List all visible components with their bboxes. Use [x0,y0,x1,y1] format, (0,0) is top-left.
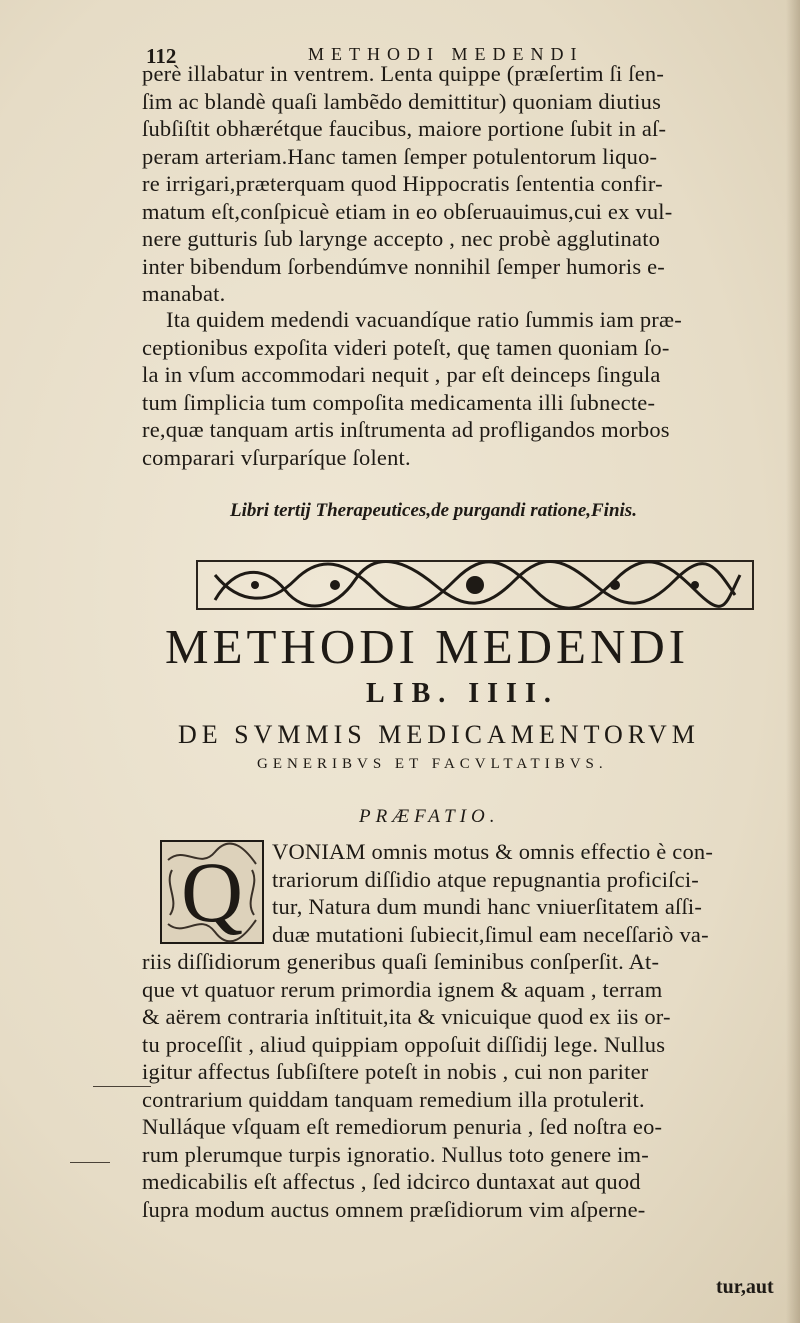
margin-annotation-line [70,1162,110,1163]
text-line: igitur affectus ſubſiſtere poteſt in nobis , cui non pariter [142,1059,649,1084]
preface-text [142,838,782,1223]
text-line: Nulláque vſquam eſt remediorum penuria , ſed noſtra eo- [142,1114,663,1139]
text-line: riis diſſidiorum generibus quaſi ſeminibus conſperſit. At- [142,949,660,974]
text-line: contrarium quiddam tanquam remedium illa protulerit. [142,1086,645,1112]
book-title: METHODI MEDENDI [165,619,690,674]
text-line: Ita quidem medendi vacuandíque ratio ſummis iam præ- [166,307,682,332]
text-line: & aërem contraria inſtituit,ita & vnicuique quod ex iis or- [142,1004,671,1029]
text-line: tum ſimplicia tum compoſita medicamenta illi ſubnecte- [142,389,656,415]
text-line: matum eſt,conſpicuè etiam in eo obſeruauimus,cui ex vul- [142,198,673,224]
drop-cap-letter: Q [180,844,244,940]
running-title: METHODI MEDENDI [308,44,584,64]
text-line: ceptionibus expoſita videri poteſt, quę tamen quoniam ſo- [142,334,670,360]
text-line: perè illabatur in ventrem. Lenta quippe (præſertim ſi ſen- [142,61,665,86]
text-line: manabat. [142,281,226,306]
section-subtitle: GENERIBVS ET FACVLTATIBVS. [257,756,608,772]
colophon: Libri tertij Therapeutices,de purgandi ratione,Finis. [230,500,637,521]
text-line: ſubſiſtit obhærétque faucibus, maiore portione ſubit in aſ- [142,116,667,141]
text-line: VONIAM omnis motus & omnis effectio è con- [272,839,714,864]
margin-annotation-line [93,1086,151,1087]
catchword: tur,aut [716,1276,774,1298]
text-line: comparari vſurparíque ſolent. [142,444,411,470]
closing-paragraph [142,306,782,471]
page-number: 112 [146,44,177,68]
page-edge-shadow [786,0,800,1323]
preface-heading: PRÆFATIO. [359,806,500,827]
text-line: duæ mutationi ſubiecit,ſimul eam neceſſariò va- [272,921,709,947]
text-line: re,quæ tanquam artis inſtrumenta ad profligandos morbos [142,417,670,442]
previous-chapter-text [142,60,782,308]
text-line: inter bibendum ſorbendúmve nonnihil ſemper humoris e- [142,253,665,279]
text-line: trariorum diſſidio atque repugnantia proficiſci- [272,866,699,892]
text-line: ſupra modum auctus omnem præſidiorum vim aſperne- [142,1196,646,1222]
book-number: LIB. IIII. [366,678,559,709]
text-line: medicabilis eſt affectus , ſed idcirco duntaxat aut quod [142,1169,641,1194]
text-line: rum plerumque turpis ignoratio. Nullus toto genere im- [142,1141,649,1167]
text-line: re irrigari,præterquam quod Hippocratis ſententia confir- [142,171,663,196]
text-line: que vt quatuor rerum primordia ignem & aquam , terram [142,976,663,1002]
text-line: tur, Natura dum mundi hanc vniuerſitatem aſſi- [272,894,703,919]
text-line: peram arteriam.Hanc tamen ſemper potulentorum liquo- [142,143,658,169]
decorative-headband-ornament [195,555,755,615]
text-line: la in vſum accommodari nequit , par eſt deinceps ſingula [142,362,661,387]
section-title: DE SVMMIS MEDICAMENTORVM [178,720,700,749]
text-line: nere gutturis ſub larynge accepto , nec probè agglutinato [142,226,661,251]
text-line: tu proceſſit , aliud quippiam oppoſuit diſſidij lege. Nullus [142,1031,666,1057]
text-line: ſim ac blandè quaſi lambẽdo demittitur) quoniam diutius [142,88,662,114]
